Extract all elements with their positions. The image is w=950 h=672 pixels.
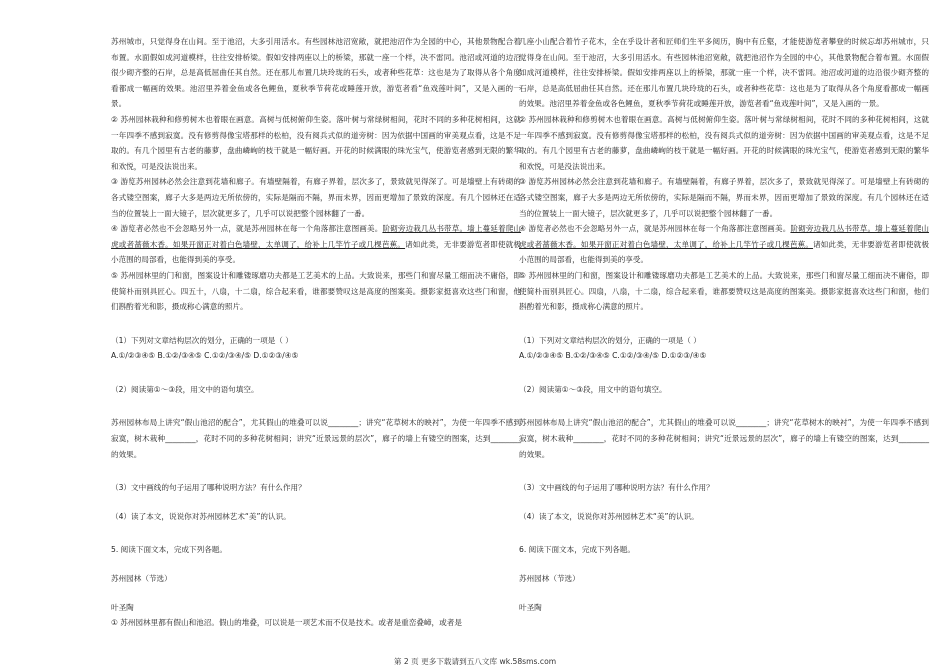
article-author: 叶圣陶 bbox=[111, 602, 134, 612]
section-5-heading: 5. 阅读下面文本，完成下列各题。 bbox=[111, 545, 227, 555]
page-footer: 第 2 页 更多下载请到五八文库 wk.58sms.com bbox=[393, 657, 557, 666]
question-1: （1）下列对文章结构层次的划分，正确的一项是（ ） bbox=[111, 335, 293, 345]
underlined-sentence: 阶砌旁边栽几丛书带草。墙上蔓延着爬山虎或者蔷薇木香。如果开窗正对着白色墙壁，太单调了，给补上几竿竹子或几棵芭蕉。 bbox=[111, 224, 522, 249]
section-6-heading: 6. 阅读下面文本，完成下列各题。 bbox=[519, 545, 635, 555]
article-title: 苏州园林（节选） bbox=[111, 574, 172, 584]
article-author: 叶圣陶 bbox=[519, 602, 542, 612]
paragraph-3: ③ 游览苏州园林必然会注意到花墙和廊子。有墙壁隔着，有廊子界着，层次多了，景致就见得深了。可是墙壁上有砖砌的各式镂空图案，廊子大多是两边无所依傍的，实际是隔而不隔，界而未界，因而更增加了景致的深度。有几个园林还在适当的位置装上一面大镜子，层次就更多了，几乎可以说把整个园林翻了一番。 bbox=[519, 177, 929, 218]
question-2-fill: 苏州园林布局上讲究“假山池沼的配合”，尤其假山的堆叠可以说________；讲究“花草树木的映衬”，为使一年四季不感到寂寞，树木栽种________，花时不同的多种花树相间；讲究“近景远景的层次”，廊子的墙上有镂空的图案，达到________的效果。 bbox=[111, 418, 521, 459]
question-4: （4）读了本文，说说你对苏州园林艺术“美”的认识。 bbox=[111, 511, 291, 521]
paragraph-intro: 苏州城市，只觉得身在山间。至于池沼，大多引用活水。有些园林池沼宽敞，就把池沼作为全园的中心，其他景物配合着布置。水面假如成河道模样，往往安排桥梁。假如安排两座以上的桥梁，那就一座一个样，决不雷同。池沼或河道的边沿很少砌齐整的石岸，总是高低屈曲任其自然。还在那儿布置几块玲珑的石头，或者种些花草：这也是为了取得从各个角度看都成一幅画的效果。池沼里养着金鱼或各色鲤鱼，夏秋季节荷花或睡莲开放，游览者看“鱼戏莲叶间”，又是入画的一景。 bbox=[111, 37, 521, 109]
paragraph-5: ⑤ 苏州园林里的门和窗，图案设计和雕镂琢磨功夫都是工艺美术的上品。大致说来，那些门和窗尽量工细而决不庸俗，即使简朴而别具匠心。四五十，八扇，十二扇，综合起来看，谁都要赞叹这是高度的图案美。摄影家挺喜欢这些门和窗，他们斟酌着光和影，摄成称心满意的照片。 bbox=[111, 270, 521, 312]
underlined-sentence: 阶砌旁边栽几丛书带草。墙上蔓延着爬山虎或者蔷薇木香。如果开窗正对着白色墙壁，太单调了，给补上几竿竹子或几棵芭蕉。 bbox=[519, 224, 930, 249]
paragraph-5: ⑤ 苏州园林里的门和窗，图案设计和雕镂琢磨功夫都是工艺美术的上品。大致说来，那些门和窗尽量工细而决不庸俗，即使简朴而别具匠心。四扇，八扇，十二扇，综合起来看，谁都要赞叹这是高度的图案美。摄影家挺喜欢这些门和窗，他们斟酌着光和影，摄成称心满意的照片。 bbox=[519, 270, 929, 312]
left-column bbox=[111, 34, 521, 631]
paragraph-4-start: ④ 游览者必然也不会忽略另外一点，就是苏州园林在每一个角落都注意图画美。 bbox=[519, 224, 791, 234]
question-4: （4）读了本文，说说你对苏州园林艺术“美”的认识。 bbox=[519, 511, 699, 521]
question-1-options: A.①/②③④⑤ B.①②/③④⑤ C.①②/③④/⑤ D.①②③/④⑤ bbox=[111, 351, 299, 361]
question-1-options: A.①/②③④⑤ B.①②/③④⑤ C.①②/③④/⑤ D.①②③/④⑤ bbox=[519, 351, 707, 361]
paragraph-4 bbox=[111, 221, 521, 268]
question-2: （2）阅读第①～③段，用文中的语句填空。 bbox=[111, 384, 259, 394]
question-2: （2）阅读第①～③段，用文中的语句填空。 bbox=[519, 384, 667, 394]
article-title: 苏州园林（节选） bbox=[519, 574, 580, 584]
question-3: （3）文中画线的句子运用了哪种说明方法？有什么作用？ bbox=[519, 483, 714, 493]
right-column bbox=[519, 34, 929, 615]
paragraph-3: ③ 游览苏州园林必然会注意到花墙和廊子。有墙壁隔着，有廊子界着，层次多了，景致就见得深了。可是墙壁上有砖砌的各式镂空图案，廊子大多是两边无所依傍的，实际是隔而不隔，界而未界，因而更增加了景致的深度。有几个园林还在适当的位置装上一面大镜子，层次就更多了，几乎可以说把整个园林翻了一番。 bbox=[111, 177, 521, 218]
paragraph-4 bbox=[519, 221, 929, 268]
paragraph-intro: 几座小山配合着竹子花木，全在乎设计者和匠师们生平多阅历，胸中有丘壑，才能使游览者攀登的时候忘却苏州城市，只觉得身在山间。至于池沼，大多引用活水。有些园林池沼宽敞，就把池沼作为全园的中心，其他景物配合着布置。水面假如成河道模样，往往安排桥梁。假如安排两座以上的桥梁，那就一座一个样，决不雷同。池沼或河道的边沿很少砌齐整的石岸，总是高低屈曲任其自然。还在那儿布置几块玲珑的石头，或者种些花草：这也是为了取得从各个角度看都成一幅画的效果。池沼里养着金鱼或各色鲤鱼，夏秋季节荷花或睡莲开放，游览者看“鱼戏莲叶间”，又是入画的一景。 bbox=[519, 37, 929, 109]
paragraph-4-end: 诸如此类，无非要游览者即使就极小范围的局部看，也能得到美的享受。 bbox=[519, 239, 929, 265]
paragraph-1-start: ① 苏州园林里都有假山和池沼。假山的堆叠，可以说是一项艺术而不仅是技术。或者是重峦叠嶂，或者是 bbox=[111, 618, 462, 628]
question-1: （1）下列对文章结构层次的划分，正确的一项是（ ） bbox=[519, 335, 701, 345]
question-2-fill: 苏州园林布局上讲究“假山池沼的配合”，尤其假山的堆叠可以说________；讲究“花草树木的映衬”，为使一年四季不感到寂寞，树木栽种________，花时不同的多种花树相间；讲究“近景远景的层次”，廊子的墙上有镂空的图案，达到________的效果。 bbox=[519, 418, 929, 459]
paragraph-4-start: ④ 游览者必然也不会忽略另外一点，就是苏州园林在每一个角落都注意图画美。 bbox=[111, 224, 383, 234]
question-3: （3）文中画线的句子运用了哪种说明方法？有什么作用？ bbox=[111, 483, 306, 493]
paragraph-4-end: 诸如此类，无非要游览者即使就极小范围的局部看，也能得到美的享受。 bbox=[111, 239, 521, 265]
paragraph-2: ② 苏州园林栽种和修剪树木也着眼在画意。高树与低树俯仰生姿。落叶树与常绿树相间，花时不同的多种花树相间，这就一年四季不感到寂寞。没有修剪得像宝塔那样的松柏，没有阅兵式似的道旁树：因为依据中国画的审美观点看，这是不足取的。有几个园里有古老的藤萝，盘曲嶙峋的枝干就是一幅好画。开花的时候满眼的珠光宝气，使游览者感到无限的繁华和欢悦，可是没法说出来。 bbox=[111, 114, 521, 171]
paragraph-2: ② 苏州园林栽种和修剪树木也着眼在画意。高树与低树俯仰生姿。落叶树与常绿树相间，花时不同的多种花树相间，这就一年四季不感到寂寞。没有修剪得像宝塔那样的松柏，没有阅兵式似的道旁树：因为依据中国画的审美观点看，这是不足取的。有几个园里有古老的藤萝，盘曲嶙峋的枝干就是一幅好画。开花的时候满眼的珠光宝气，使游览者感到无限的繁华和欢悦，可是没法说出来。 bbox=[519, 114, 929, 171]
